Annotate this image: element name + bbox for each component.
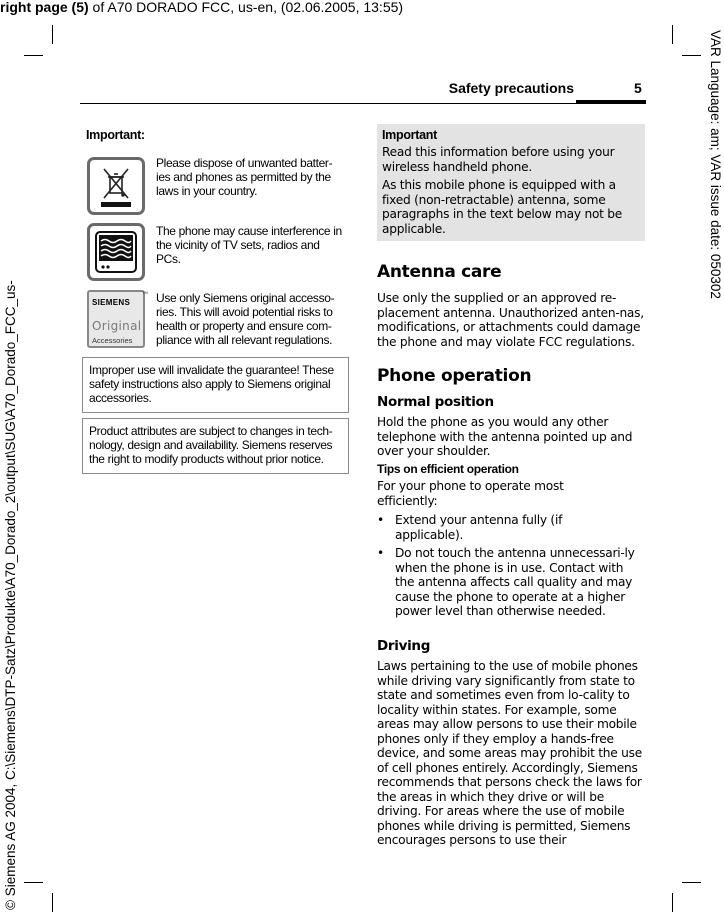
crop-mark: [682, 882, 701, 883]
antenna-care-text: Use only the supplied or an approved re-placement antenna. Unauthorized anten-nas, modifications, or attachments could damage the phone and may violate FCC regulations.: [377, 291, 644, 349]
bullet-text: Extend your antenna fully (if applicable).: [395, 513, 563, 542]
header-rule-thick: [576, 100, 646, 104]
crop-mark: [682, 55, 701, 56]
siemens-logo: SIEMENS: [92, 298, 131, 307]
dispose-text: Please dispose of unwanted batter-ies and phones as permitted by the laws in your country.: [156, 156, 333, 198]
crop-mark: [672, 25, 673, 44]
print-header-bold: right page (5): [0, 0, 89, 15]
running-head-title: Safety precautions: [448, 80, 574, 96]
crop-mark: [24, 55, 43, 56]
tips-intro: For your phone to operate most efficiently:: [377, 479, 564, 508]
attributes-box: [82, 418, 349, 474]
notice-paragraph-2: As this mobile phone is equipped with a fixed (non-retractable) antenna, some paragraphs in the text below may not be applicable.: [382, 178, 623, 236]
print-header: [0, 0, 403, 15]
header-rule: [80, 103, 646, 104]
driving-text: Laws pertaining to the use of mobile phones while driving vary significantly from state to state and sometimes even from lo-cality to locality within states. For example, some areas may allow persons to use their mobile phones only if they employ a hands-free device, and some areas may prohibit the use of cell phones entirely. Accordingly, Siemens recommends that persons check the laws for the areas in which they drive or will be driving. For areas where the use of mobile phones while driving is permitted, Siemens encourages persons to use their: [377, 659, 642, 847]
guarantee-box: [82, 357, 349, 413]
interference-text: The phone may cause interference in the vicinity of TV sets, radios and PCs.: [156, 224, 342, 266]
page-number: 5: [634, 80, 642, 96]
bullet-item: [377, 513, 645, 542]
crop-mark: [52, 25, 53, 44]
crossed-bin-icon: [87, 157, 145, 215]
bullet-text: Do not touch the antenna unnecessari-ly when the phone is in use. Contact with the antenna affects call quality and may cause the phone to operate at a higher power level than otherwise needed.: [395, 546, 635, 618]
notice-heading: Important: [382, 128, 437, 142]
phone-operation-heading: Phone operation: [377, 366, 532, 386]
print-header-rest: of A70 DORADO FCC, us-en, (02.06.2005, 13:55): [88, 0, 404, 15]
original-label: Original: [92, 319, 142, 333]
bullet-dot: •: [377, 546, 384, 560]
important-label: Important:: [86, 128, 145, 142]
antenna-care-heading: Antenna care: [377, 262, 502, 282]
siemens-original-accessories-icon: [87, 290, 148, 348]
attributes-text: Product attributes are subject to changes in tech-nology, design and availability. Siemens reserves the right to modify products without prior notice.: [89, 424, 333, 466]
trademark: TM: [142, 290, 148, 295]
bullet-item: [377, 546, 645, 619]
bullet-dot: •: [377, 513, 384, 527]
tips-heading: Tips on efficient operation: [377, 462, 519, 476]
tv-interference-icon: [87, 223, 145, 281]
normal-position-text: Hold the phone as you would any other telephone with the antenna pointed up and over your shoulder.: [377, 415, 633, 458]
driving-heading: Driving: [377, 638, 431, 654]
crop-mark: [24, 882, 43, 883]
accessories-text: Use only Siemens original accesso-ries. This will avoid potential risks to health or property and ensure com-pliance with all relevant regulations.: [156, 291, 335, 347]
side-text-right: VAR Language: am; VAR issue date: 050302: [708, 30, 723, 299]
side-text-left: © Siemens AG 2004, C:\Siemens\DTP-Satz\Produkte\A70_Dorado_2\output\SUG\A70_Dorado_FCC_us-: [3, 280, 18, 910]
guarantee-text: Improper use will invalidate the guarantee! These safety instructions also apply to Siemens original accessories.: [89, 363, 334, 405]
important-notice-box: [377, 124, 645, 241]
normal-position-heading: Normal position: [377, 394, 494, 410]
crop-mark: [52, 893, 53, 912]
crop-mark: [672, 893, 673, 912]
accessories-label: Accessories: [92, 336, 133, 345]
notice-paragraph-1: Read this information before using your wireless handheld phone.: [382, 145, 615, 174]
